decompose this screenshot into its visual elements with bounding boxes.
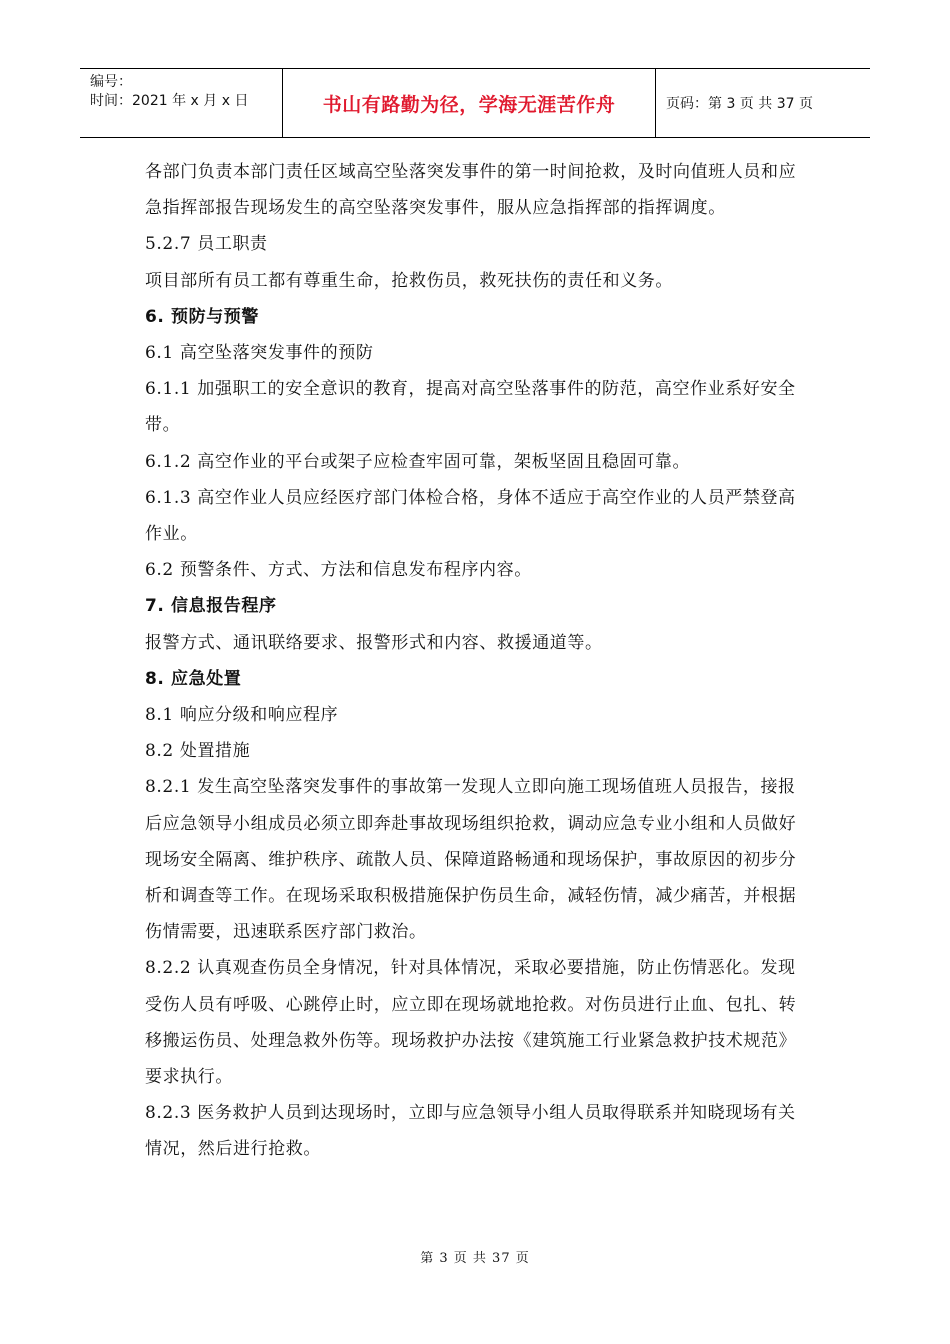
section-heading: 8. 应急处置: [145, 668, 242, 689]
paragraph: 6.1.1 加强职工的安全意识的教育，提高对高空坠落事件的防范，高空作业系好安全带。: [145, 379, 796, 436]
paragraph: 8.2.2 认真观查伤员全身情况，针对具体情况，采取必要措施，防止伤情恶化。发现受伤人员有呼吸、心跳停止时，应立即在现场就地抢救。对伤员进行止血、包扎、转移搬运伤员、处理急救外伤等。现场救护办法按《建筑施工行业紧急救护技术规范》要求执行。: [145, 958, 797, 1088]
paragraph: 6.1.3 高空作业人员应经医疗部门体检合格，身体不适应于高空作业的人员严禁登高作业。: [145, 487, 796, 545]
document-date: 时间：2021 年 x 月 x 日: [90, 93, 249, 109]
paragraph: 各部门负责本部门责任区域高空坠落突发事件的第一时间抢救，及时向值班人员和应急指挥部报告现场发生的高空坠落突发事件，服从应急指挥部的指挥调度。: [145, 162, 797, 219]
paragraph: 报警方式、通讯联络要求、报警形式和内容、救援通道等。: [145, 632, 603, 653]
paragraph: 8.2.3 医务救护人员到达现场时，立即与应急领导小组人员取得联系并知晓现场有关情况，然后进行抢救。: [145, 1103, 796, 1160]
section-heading: 7. 信息报告程序: [145, 596, 277, 617]
page-header: [80, 68, 870, 138]
section-heading: 6. 预防与预警: [145, 306, 260, 327]
header-page-info: 页码：第 3 页 共 37 页: [666, 96, 813, 112]
paragraph: 6.2 预警条件、方式、方法和信息发布程序内容。: [145, 560, 532, 581]
paragraph: 8.2.1 发生高空坠落突发事件的事故第一发现人立即向施工现场值班人员报告，接报后应急领导小组成员必须立即奔赴事故现场组织抢救，调动应急专业小组和人员做好现场安全隔离、维护秩序、疏散人员、保障道路畅通和现场保护，事故原因的初步分析和调查等工作。在现场采取积极措施保护伤员生命，减轻伤情，减少痛苦，并根据伤情需要，迅速联系医疗部门救治。: [145, 777, 797, 943]
subsection-heading: 8.2 处置措施: [145, 741, 251, 762]
document-body: [145, 154, 810, 1168]
header-motto: 书山有路勤为径，学海无涯苦作舟: [282, 69, 656, 137]
header-meta: [80, 69, 282, 137]
subsection-heading: 5.2.7 员工职责: [145, 234, 268, 255]
page-footer: 第 3 页 共 37 页: [420, 1251, 530, 1266]
subsection-heading: 8.1 响应分级和响应程序: [145, 705, 339, 726]
subsection-heading: 6.1 高空坠落突发事件的预防: [145, 343, 374, 364]
paragraph: 6.1.2 高空作业的平台或架子应检查牢固可靠，架板坚固且稳固可靠。: [145, 451, 691, 472]
paragraph: 项目部所有员工都有尊重生命，抢救伤员，救死扶伤的责任和义务。: [145, 270, 673, 291]
document-number: 编号：: [90, 74, 132, 90]
